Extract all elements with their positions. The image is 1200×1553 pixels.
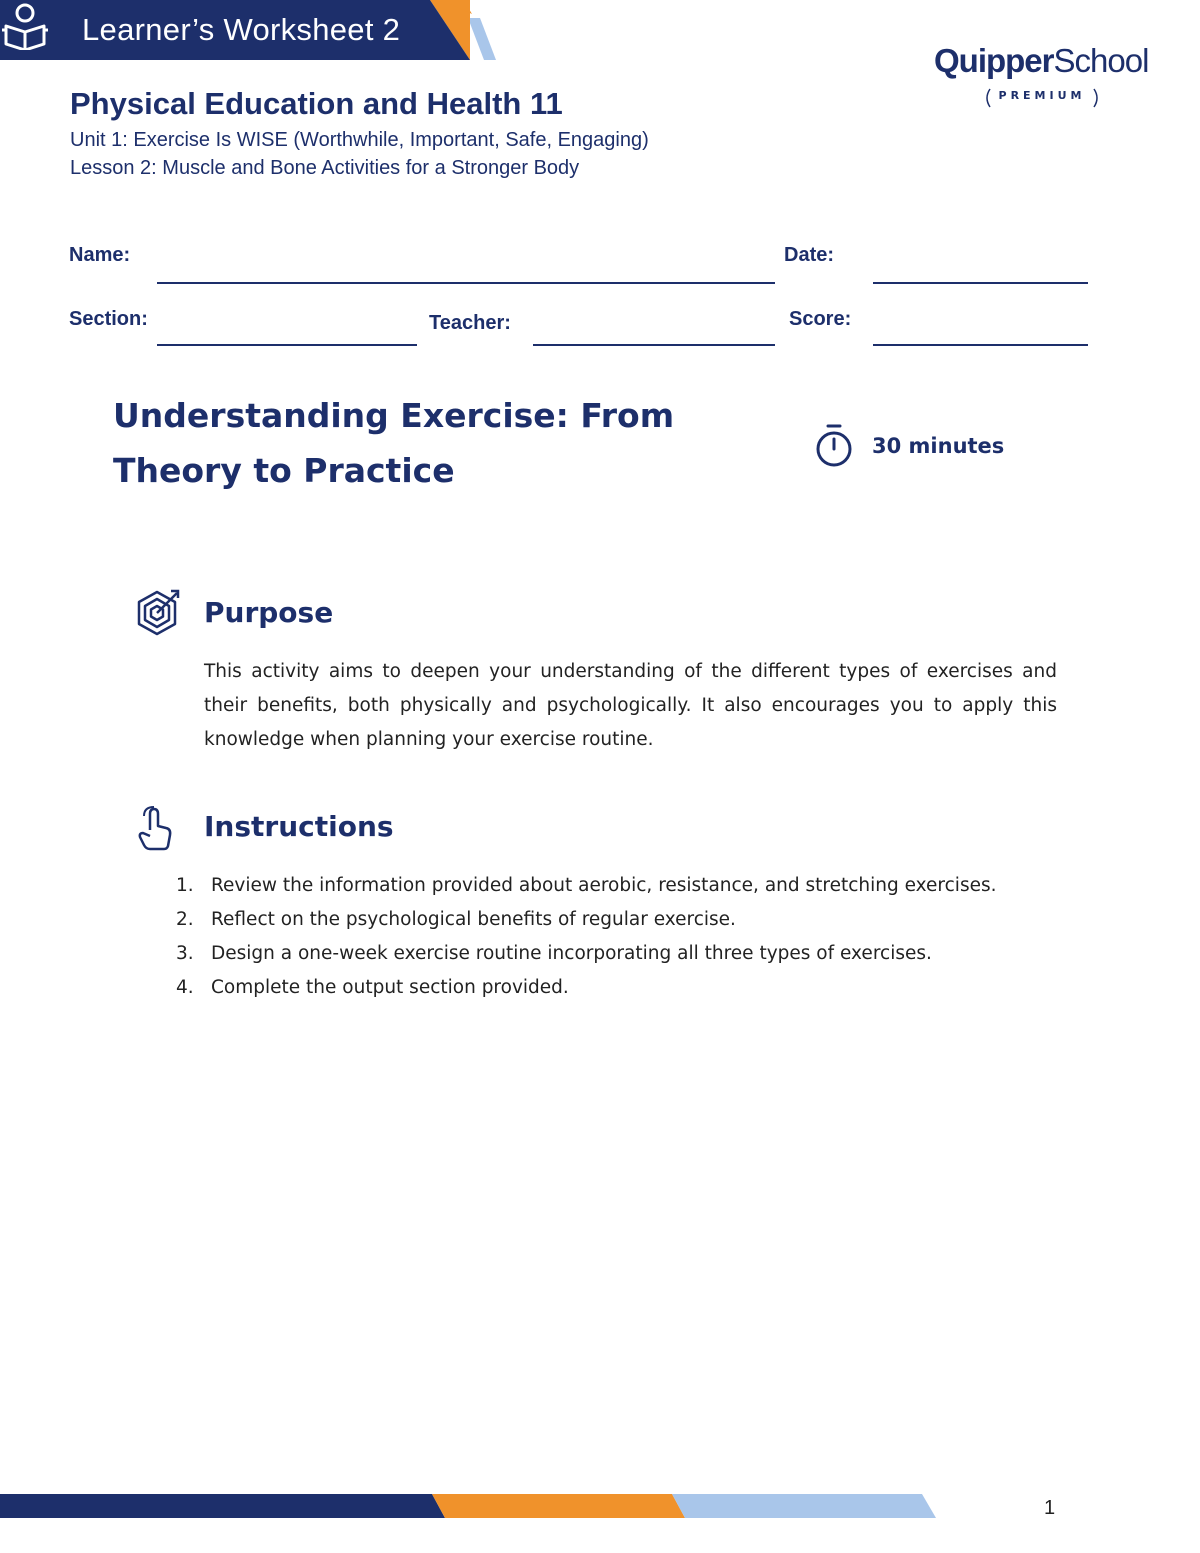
section-label: Section: — [69, 308, 148, 330]
subject-title: Physical Education and Health 11 — [70, 86, 563, 121]
duration-label: 30 minutes — [872, 434, 1005, 458]
purpose-paragraph: This activity aims to deepen your understanding of the different types of exercises and their benefits, both physically and psychologically. It also encourages you to apply this knowledge when planning your exercise routine. — [204, 661, 1057, 750]
list-item: 2. Reflect on the psychological benefits of regular exercise. — [176, 909, 736, 930]
lesson-subtitle: Lesson 2: Muscle and Bone Activities for a Stronger Body — [70, 157, 580, 179]
header-banner — [0, 0, 500, 62]
list-item: 3. Design a one-week exercise routine incorporating all three types of exercises. — [176, 943, 932, 964]
logo-premium-badge: PREMIUM — [982, 87, 1102, 109]
stopwatch-icon — [814, 424, 854, 470]
list-item: 1. Review the information provided about aerobic, resistance, and stretching exercises. — [176, 875, 997, 896]
name-label: Name: — [69, 244, 131, 266]
purpose-heading: Purpose — [204, 596, 334, 629]
logo-wordmark: QuipperSchool — [934, 42, 1149, 79]
footer-color-bar — [0, 1494, 940, 1520]
book-reader-icon — [0, 0, 50, 50]
page-number: 1 — [1044, 1497, 1056, 1519]
activity-title: Understanding Exercise: From Theory to Practice — [113, 396, 675, 490]
target-icon — [133, 588, 183, 638]
teacher-label: Teacher: — [429, 312, 511, 334]
teacher-field[interactable] — [533, 344, 775, 346]
unit-subtitle: Unit 1: Exercise Is WISE (Worthwhile, Important, Safe, Engaging) — [70, 129, 649, 151]
worksheet-title: Learner’s Worksheet 2 — [82, 12, 401, 47]
list-item: 4. Complete the output section provided. — [176, 977, 569, 998]
date-label: Date: — [784, 244, 835, 266]
instructions-list — [176, 869, 1076, 1005]
section-field[interactable] — [157, 344, 417, 346]
score-label: Score: — [789, 308, 852, 330]
instructions-heading: Instructions — [204, 810, 394, 843]
quipper-school-logo — [934, 42, 1164, 112]
pointing-hand-icon — [136, 806, 176, 852]
score-field[interactable] — [873, 344, 1088, 346]
name-field[interactable] — [157, 282, 775, 284]
date-field[interactable] — [873, 282, 1088, 284]
